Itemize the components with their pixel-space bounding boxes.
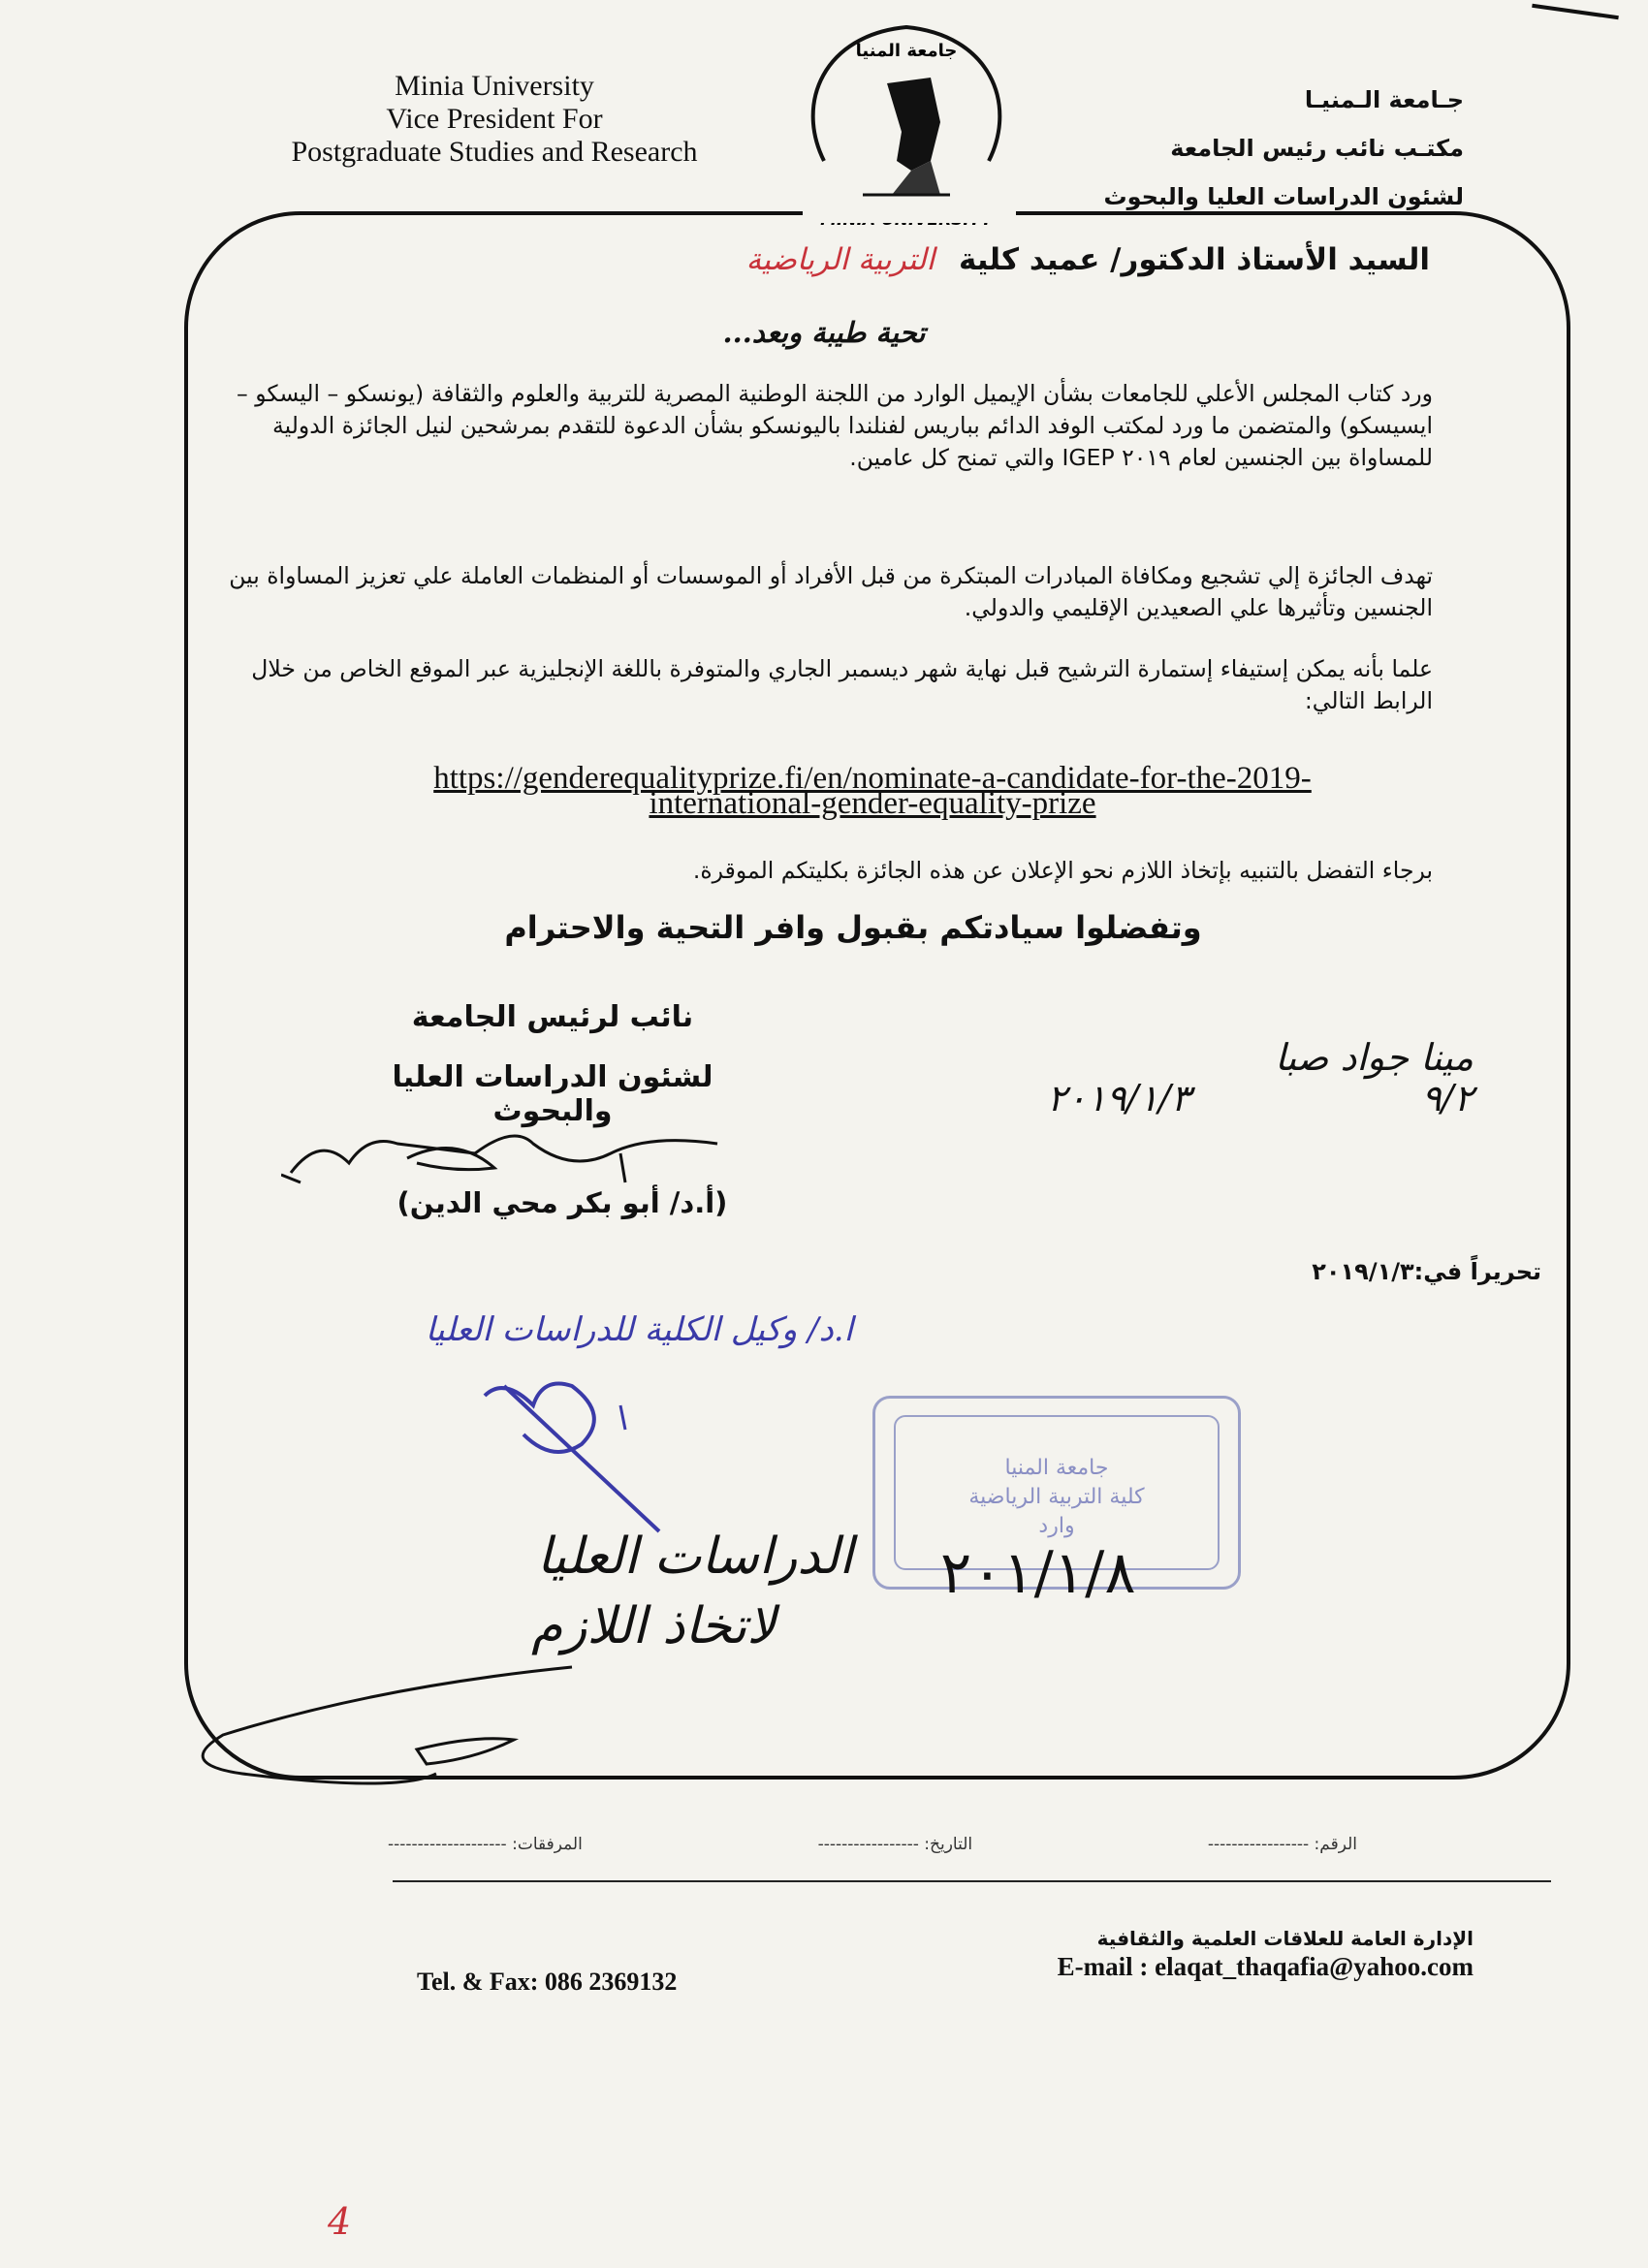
arabic-letterhead: [1057, 76, 1464, 221]
signatory-title: نائب لرئيس الجامعة: [411, 1000, 694, 1034]
greeting: تحية طيبة وبعد...: [722, 316, 926, 349]
office-subtitle-ar: لشئون الدراسات العليا والبحوث: [1103, 183, 1464, 210]
nomination-link[interactable]: [291, 761, 1454, 821]
office-title-en: Vice President For: [386, 103, 603, 135]
frame-logo-gap: [803, 204, 1016, 223]
addressee: [170, 242, 1430, 277]
receipt-note-number: ٩/٢: [1421, 1077, 1474, 1119]
department-note-flourish: [184, 1648, 591, 1807]
contact-email: E-mail : elaqat_thaqafia@yahoo.com: [1057, 1952, 1474, 1981]
link-line-2[interactable]: international-gender-equality-prize: [649, 786, 1096, 821]
stamp-line-2: كلية التربية الرياضية: [968, 1485, 1145, 1509]
department-note-line-1: الدراسات العليا: [536, 1528, 853, 1586]
footer-divider: [393, 1880, 1551, 1882]
office-subtitle-en: Postgraduate Studies and Research: [291, 136, 698, 168]
university-name-ar: جـامعة الـمنيـا: [1304, 86, 1464, 113]
receipt-note-line: مينا جواد صبا: [1275, 1036, 1474, 1079]
paragraph-council-letter: ورد كتاب المجلس الأعلي للجامعات بشأن الإيميل الوارد من اللجنة الوطنية المصرية للتربية والعلوم والثقافة (يونسكو – اليسكو – ايسيسكو) والمتضمن ما ورد لمكتب الوفد الدائم بباريس لفنلندا باليونسكو بشأن الدعوة للتقدم بمرشحين لنيل الجائزة الدولية للمساواة بين الجنسين لعام ٢٠١٩ IGEP والتي تمنح كل عامين.: [236, 380, 1433, 471]
stamp-handwritten-date: ٢٠١/١/٨: [940, 1539, 1136, 1607]
signatory-name: (أ.د/ أبو بكر محي الدين): [396, 1186, 728, 1219]
office-title-ar: مكتـب نائب رئيس الجامعة: [1170, 135, 1464, 162]
paragraph-prize-goal: تهدف الجائزة إلي تشجيع ومكافاة المبادرات المبتكرة من قبل الأفراد أو الموسسات أو المنظمات العاملة علي تعزيز المساواة بين الجنسين وتأثيرها علي الصعيدين الإقليمي والدولي.: [229, 562, 1433, 621]
scan-mark: [1532, 4, 1619, 19]
contact-phone: Tel. & Fax: 086 2369132: [417, 1968, 678, 1996]
dated-line: تحريراً في:٢٠١٩/١/٣: [1312, 1258, 1541, 1285]
ref-date-field: التاريخ: -----------------: [817, 1835, 973, 1854]
handwritten-receipt-note: [1047, 1037, 1474, 1118]
reference-row: [388, 1835, 1357, 1854]
stamp-line-3: وارد: [1038, 1514, 1075, 1538]
receipt-note-date: ٢٠١٩/١/٣: [1047, 1077, 1191, 1119]
vice-dean-note: ا.د/ وكيل الكلية للدراسات العليا: [425, 1310, 853, 1349]
link-line-1[interactable]: https://genderequalityprize.fi/en/nominate-a-candidate-for-the-2019-: [433, 761, 1312, 796]
paragraph-request: برجاء التفضل بالتنبيه بإتخاذ اللازم نحو الإعلان عن هذه الجائزة بكليتكم الموقرة.: [692, 857, 1433, 884]
department-name: الإدارة العامة للعلاقات العلمية والثقافية: [1096, 1927, 1474, 1950]
closing-salutation: وتفضلوا سيادتكم بقبول وافر التحية والاحترام: [504, 909, 1202, 946]
addressee-handwritten: التربية الرياضية: [745, 242, 935, 277]
department-note: [310, 1522, 853, 1661]
ref-number-field: الرقم: -----------------: [1207, 1835, 1357, 1854]
stamp-line-1: جامعة المنيا: [1004, 1456, 1109, 1480]
paragraph-nomination-form: علما بأنه يمكن إستيفاء إستمارة الترشيح قبل نهاية شهر ديسمبر الجاري والمتوفرة باللغة الإنجليزية عبر الموقع الخاص من خلال الرابط التالي:: [251, 655, 1433, 714]
addressee-printed: السيد الأستاذ الدكتور/ عميد كلية: [958, 242, 1430, 277]
university-name-en: Minia University: [395, 70, 594, 102]
page-number: 4: [328, 2200, 352, 2243]
receipt-stamp-text: [911, 1454, 1202, 1541]
ref-attachments-field: المرفقات: --------------------: [388, 1835, 583, 1854]
vice-dean-signature: [465, 1357, 679, 1545]
english-letterhead: [233, 70, 756, 169]
department-note-line-2: لاتخاذ اللازم: [531, 1597, 776, 1655]
signatory-office: لشئون الدراسات العليا والبحوث: [392, 1060, 713, 1128]
logo-arabic-text: جامعة المنيا: [855, 41, 958, 61]
university-logo: [795, 16, 1018, 229]
